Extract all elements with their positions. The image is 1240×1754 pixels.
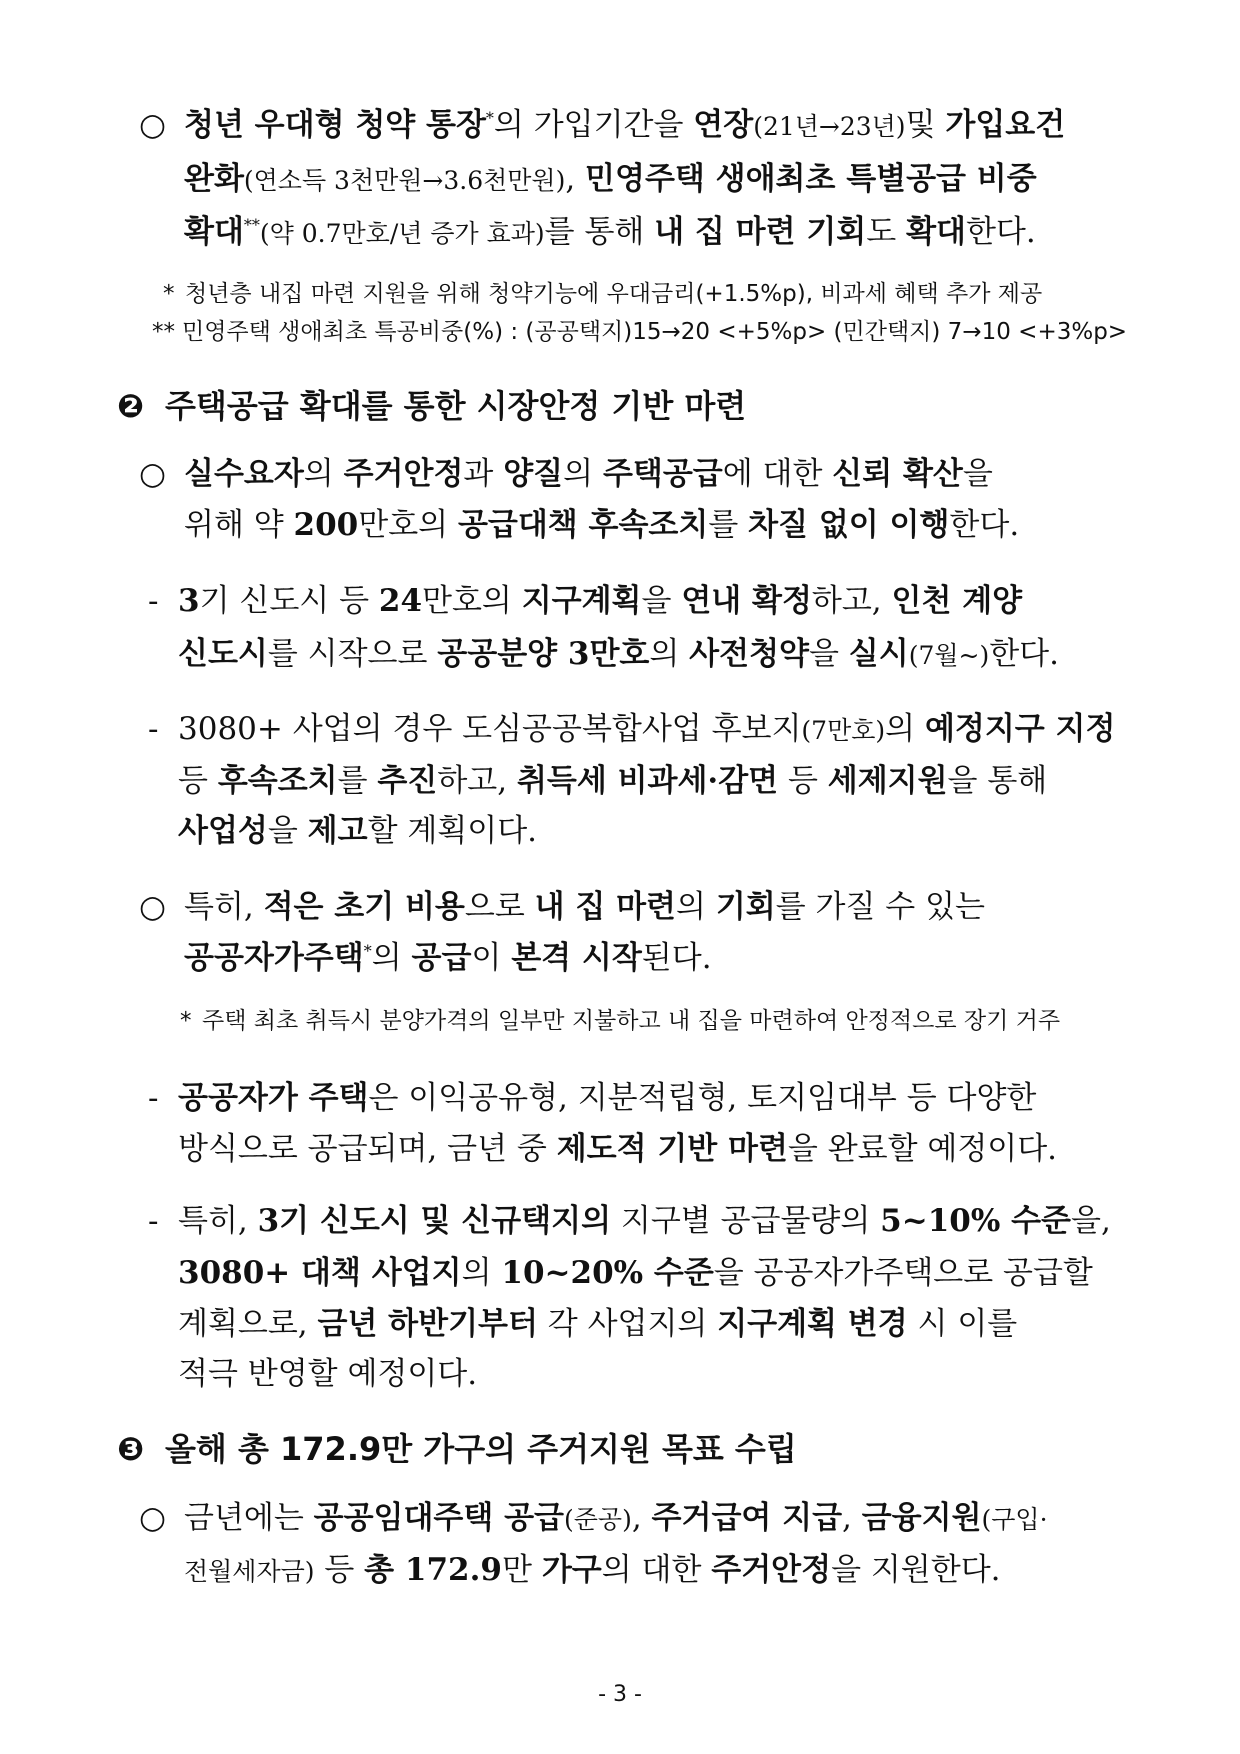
text: 등 [314, 1552, 365, 1588]
text-paren: 전월세자금) [184, 1557, 315, 1586]
text-bold: 제도적 기반 마련 [556, 1131, 788, 1167]
dash-marker: - [148, 583, 159, 619]
d3-line-1 [148, 1080, 1037, 1116]
text: 등 [178, 763, 218, 799]
text-bold: 적은 초기 비용 [263, 889, 465, 925]
text: 기 신도시 등 [199, 583, 379, 619]
text-paren: (연소득 3천만원→3.6천만원) [243, 166, 566, 195]
text: 에 대한 [722, 456, 833, 492]
text: 된다. [641, 940, 712, 976]
text-bold: 추진 [377, 763, 438, 799]
text: 의 [649, 636, 690, 672]
bullet-circle: ○ [139, 889, 167, 925]
text-bold: 3 [178, 583, 200, 619]
text: 계획으로, [178, 1306, 318, 1342]
text-paren: (7월~) [908, 641, 990, 670]
section-title: 주택공급 확대를 통한 시장안정 기반 마련 [165, 387, 747, 425]
text-bold: 가입요건 [945, 107, 1066, 143]
text-bold: 공급 [411, 940, 472, 976]
text-bold: 양질 [503, 456, 564, 492]
p3-line-1 [139, 889, 985, 925]
note-text: 민영주택 생애최초 특공비중(%) : (공공택지)15→20 <+5%p> (민간택지) 7→10 <+3%p> [182, 319, 1128, 345]
d3-line-2 [178, 1131, 1058, 1167]
text: 하고, [437, 763, 517, 799]
text: 방식으로 공급되며, 금년 중 [178, 1131, 557, 1167]
text-bold: 3기 신도시 및 신규택지의 [257, 1203, 612, 1239]
d2-line-1 [148, 711, 1116, 747]
text-bold: 청년 우대형 청약 통장 [184, 107, 486, 143]
text-bold: 3 [567, 636, 590, 672]
text: 과 [463, 456, 504, 492]
text: 하고, [811, 583, 892, 619]
dash-marker: - [148, 1203, 159, 1239]
text: 등 [778, 763, 828, 799]
footnote-marker: ** [243, 215, 260, 235]
text-bold: 금융지원 [861, 1500, 982, 1536]
text: , [842, 1500, 862, 1536]
note-1 [163, 283, 1042, 306]
text-bold: 민영주택 생애최초 특별공급 비중 [585, 161, 1037, 197]
text: 특히, [184, 889, 264, 925]
d2-line-2 [178, 763, 1048, 799]
text: 할 계획이다. [367, 813, 538, 849]
d2-line-3 [178, 813, 538, 849]
text: 한다. [989, 636, 1059, 672]
text-bold: 5~10% 수준 [880, 1203, 1071, 1239]
p1-line-2 [184, 161, 1037, 197]
text: 의 [371, 940, 412, 976]
text-bold: 인천 계양 [891, 583, 1023, 619]
text: 및 [905, 107, 946, 143]
text: 각 사업지의 [537, 1306, 718, 1342]
text: 의 가입기간을 [493, 107, 694, 143]
footnote-marker: * [485, 108, 494, 128]
text-bold: 주거급여 지급 [651, 1500, 843, 1536]
text-bold: 총 [364, 1552, 405, 1588]
text-bold: 후속조치 [217, 763, 338, 799]
text: 한다. [949, 507, 1020, 543]
text-bold: 사전청약 [689, 636, 809, 672]
p2-line-2 [184, 507, 1020, 543]
text: 을 [267, 813, 308, 849]
text: 특히, [178, 1203, 258, 1239]
text: 지구별 공급물량의 [611, 1203, 881, 1239]
text-bold: 24 [378, 583, 423, 619]
text-bold: 예정지구 지정 [924, 711, 1116, 747]
text-bold: 차질 없이 이행 [748, 507, 950, 543]
text: 를 통해 [544, 214, 655, 250]
note-marker: * [180, 1008, 192, 1034]
text-bold: 본격 시작 [511, 940, 642, 976]
p4-line-2 [184, 1552, 1001, 1588]
text: 의 [563, 456, 603, 492]
text-bold: 신도시 [178, 636, 268, 672]
text-bold: 주택공급 [602, 456, 723, 492]
text: 을 통해 [947, 763, 1048, 799]
text: 을 지원한다. [831, 1552, 1001, 1588]
d1-line-2 [178, 636, 1059, 672]
text-bold: 확대 [906, 214, 966, 250]
text: 을 [641, 583, 682, 619]
text: 3080+ 사업의 경우 도심공공복합사업 후보지 [178, 711, 802, 747]
text-bold: 신뢰 확산 [832, 456, 963, 492]
text-bold: 실수요자 [184, 456, 304, 492]
section-heading-2 [117, 387, 747, 425]
text: 이 [471, 940, 512, 976]
note-3 [180, 1010, 1060, 1033]
text-bold: 3080+ 대책 사업지 [178, 1255, 462, 1291]
note-2 [152, 321, 1127, 344]
text: , [631, 1500, 652, 1536]
text-bold: 공공자가주택 [184, 940, 364, 976]
text-bold: 공공자가 주택 [178, 1080, 369, 1116]
text-paren: (준공) [564, 1505, 632, 1534]
d1-line-1 [148, 583, 1023, 619]
text-paren: (구입· [981, 1505, 1048, 1534]
text-bold: 주거안정 [343, 456, 464, 492]
text-bold: 연내 확정 [681, 583, 812, 619]
bullet-circle: ○ [139, 1500, 167, 1536]
p1-line-3 [184, 214, 1036, 250]
note-marker: ** [152, 319, 175, 345]
text-bold: 제고 [307, 813, 368, 849]
text: 를 [708, 507, 749, 543]
text-bold: 공공분양 [437, 636, 568, 672]
text-bold: 확대 [184, 214, 244, 250]
text-bold: 주거안정 [711, 1552, 832, 1588]
text: 시 이를 [907, 1306, 1018, 1342]
text: 위해 약 [184, 507, 294, 543]
text: 만 [502, 1552, 542, 1588]
text: 을 [808, 636, 849, 672]
text-bold: 공공임대주택 공급 [313, 1500, 565, 1536]
text: 의 대한 [601, 1552, 712, 1588]
text: , [565, 161, 586, 197]
d4-line-4 [178, 1356, 478, 1392]
text-bold: 172.9 [404, 1552, 502, 1588]
text-bold: 연장 [693, 107, 754, 143]
text: 으로 [464, 889, 535, 925]
dash-marker: - [148, 1080, 159, 1116]
text-bold: 취득세 비과세·감면 [516, 763, 779, 799]
text: 의 [303, 456, 344, 492]
text: 만호의 [358, 507, 458, 543]
text: 금년에는 [184, 1500, 314, 1536]
p3-line-2 [184, 940, 712, 976]
text-bold: 세제지원 [827, 763, 948, 799]
text-bold: 만호 [589, 636, 650, 672]
text-bold: 내 집 마련 [534, 889, 676, 925]
d4-line-2 [178, 1255, 1093, 1291]
text: 의 [461, 1255, 502, 1291]
text: 도 [866, 214, 907, 250]
text-bold: 완화 [184, 161, 244, 197]
text-bold: 200 [293, 507, 359, 543]
text-bold: 지구계획 변경 [717, 1306, 908, 1342]
text: 만호의 [422, 583, 522, 619]
text: 을 공공자가주택으로 공급할 [713, 1255, 1093, 1291]
note-text: 청년층 내집 마련 지원을 위해 청약기능에 우대금리(+1.5%p), 비과세 혜택 추가 제공 [185, 281, 1043, 307]
p2-line-1 [139, 456, 993, 492]
text-bold: 가구 [541, 1552, 602, 1588]
text-paren: (약 0.7만호/년 증가 효과) [259, 219, 545, 248]
text-bold: 공급대책 후속조치 [457, 507, 709, 543]
text: 를 가질 수 있는 [775, 889, 985, 925]
page-number: - 3 - [598, 1682, 642, 1707]
text-bold: 지구계획 [521, 583, 642, 619]
text-paren: (21년→23년) [753, 112, 906, 141]
text: 을 [962, 456, 993, 492]
bullet-circle: ○ [139, 456, 167, 492]
note-text: 주택 최초 취득시 분양가격의 일부만 지불하고 내 집을 마련하여 안정적으로 장기 거주 [202, 1008, 1061, 1034]
text-bold: 금년 하반기부터 [317, 1306, 538, 1342]
dash-marker: - [148, 711, 159, 747]
text-paren: (7만호) [801, 716, 886, 745]
note-marker: * [163, 281, 175, 307]
p1-line-1 [139, 107, 1066, 143]
text-bold: 내 집 마련 기회 [654, 214, 867, 250]
text-bold: 기회 [715, 889, 776, 925]
section-heading-3 [117, 1430, 797, 1468]
text: 의 [885, 711, 925, 747]
text: 을 완료할 예정이다. [787, 1131, 1058, 1167]
text-bold: 10~20% 수준 [501, 1255, 714, 1291]
text: 을, [1071, 1203, 1111, 1239]
p4-line-1 [139, 1500, 1048, 1536]
text-bold: 사업성 [178, 813, 268, 849]
bullet-circle: ○ [139, 107, 167, 143]
text: 를 [337, 763, 378, 799]
text: 한다. [965, 214, 1036, 250]
text: 은 이익공유형, 지분적립형, 토지임대부 등 다양한 [368, 1080, 1037, 1116]
text-bold: 실시 [848, 636, 909, 672]
section-number: ❸ [117, 1430, 145, 1468]
section-number: ❷ [117, 387, 145, 425]
text: 를 시작으로 [267, 636, 438, 672]
d4-line-1 [148, 1203, 1111, 1239]
footnote-marker: * [363, 941, 372, 961]
text: 적극 반영할 예정이다. [178, 1356, 478, 1392]
d4-line-3 [178, 1306, 1018, 1342]
section-title: 올해 총 172.9만 가구의 주거지원 목표 수립 [165, 1430, 797, 1468]
text: 의 [676, 889, 716, 925]
